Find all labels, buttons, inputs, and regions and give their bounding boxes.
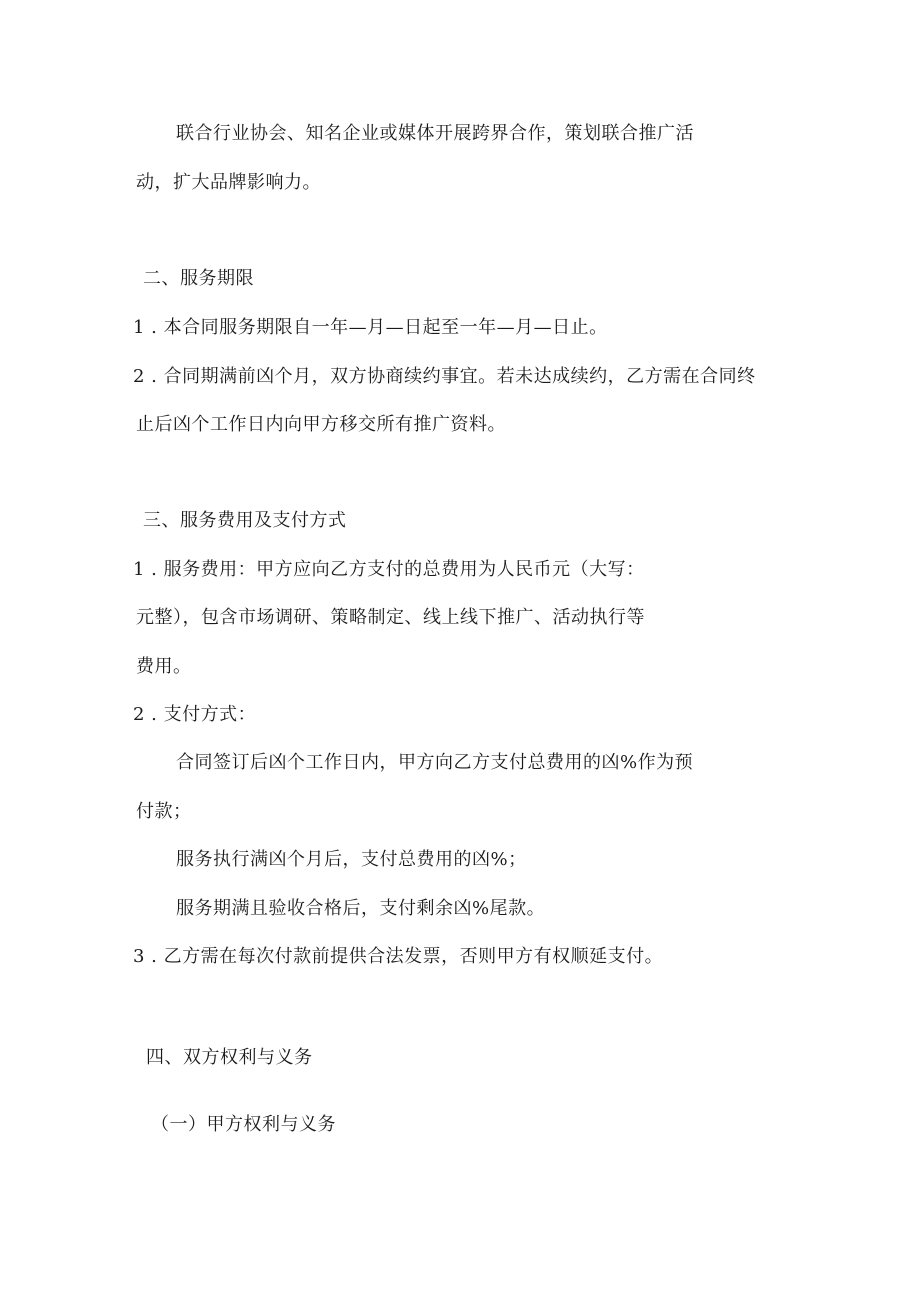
paragraph-line: 止后凶个工作日内向甲方移交所有推广资料。 [136,414,506,435]
section-heading: 二、服务期限 [143,268,254,289]
list-item: 2 . 合同期满前凶个月，双方协商续约事宜。若未达成续约，乙方需在合同终 [133,366,756,387]
paragraph-line: 合同签订后凶个工作日内，甲方向乙方支付总费用的凶%作为预 [176,752,694,773]
list-item: 1 . 服务费用：甲方应向乙方支付的总费用为人民币元（大写： [133,559,645,580]
section-heading: 四、双方权利与义务 [146,1047,313,1068]
paragraph-line: 服务期满且验收合格后，支付剩余凶%尾款。 [176,898,546,919]
paragraph-line: 费用。 [136,656,192,677]
paragraph-line: 服务执行满凶个月后，支付总费用的凶%； [176,849,527,870]
subsection-heading: （一）甲方权利与义务 [151,1114,336,1135]
list-item: 1 . 本合同服务期限自一年—月—日起至一年—月—日止。 [133,317,608,338]
paragraph-line: 联合行业协会、知名企业或媒体开展跨界合作，策划联合推广活 [176,123,694,144]
section-heading: 三、服务费用及支付方式 [143,510,347,531]
list-item: 2 . 支付方式： [133,704,257,725]
paragraph-line: 元整），包含市场调研、策略制定、线上线下推广、活动执行等 [136,607,645,628]
paragraph-line: 付款； [136,801,192,822]
paragraph-line: 动，扩大品牌影响力。 [136,172,321,193]
list-item: 3 . 乙方需在每次付款前提供合法发票，否则甲方有权顺延支付。 [133,946,664,967]
